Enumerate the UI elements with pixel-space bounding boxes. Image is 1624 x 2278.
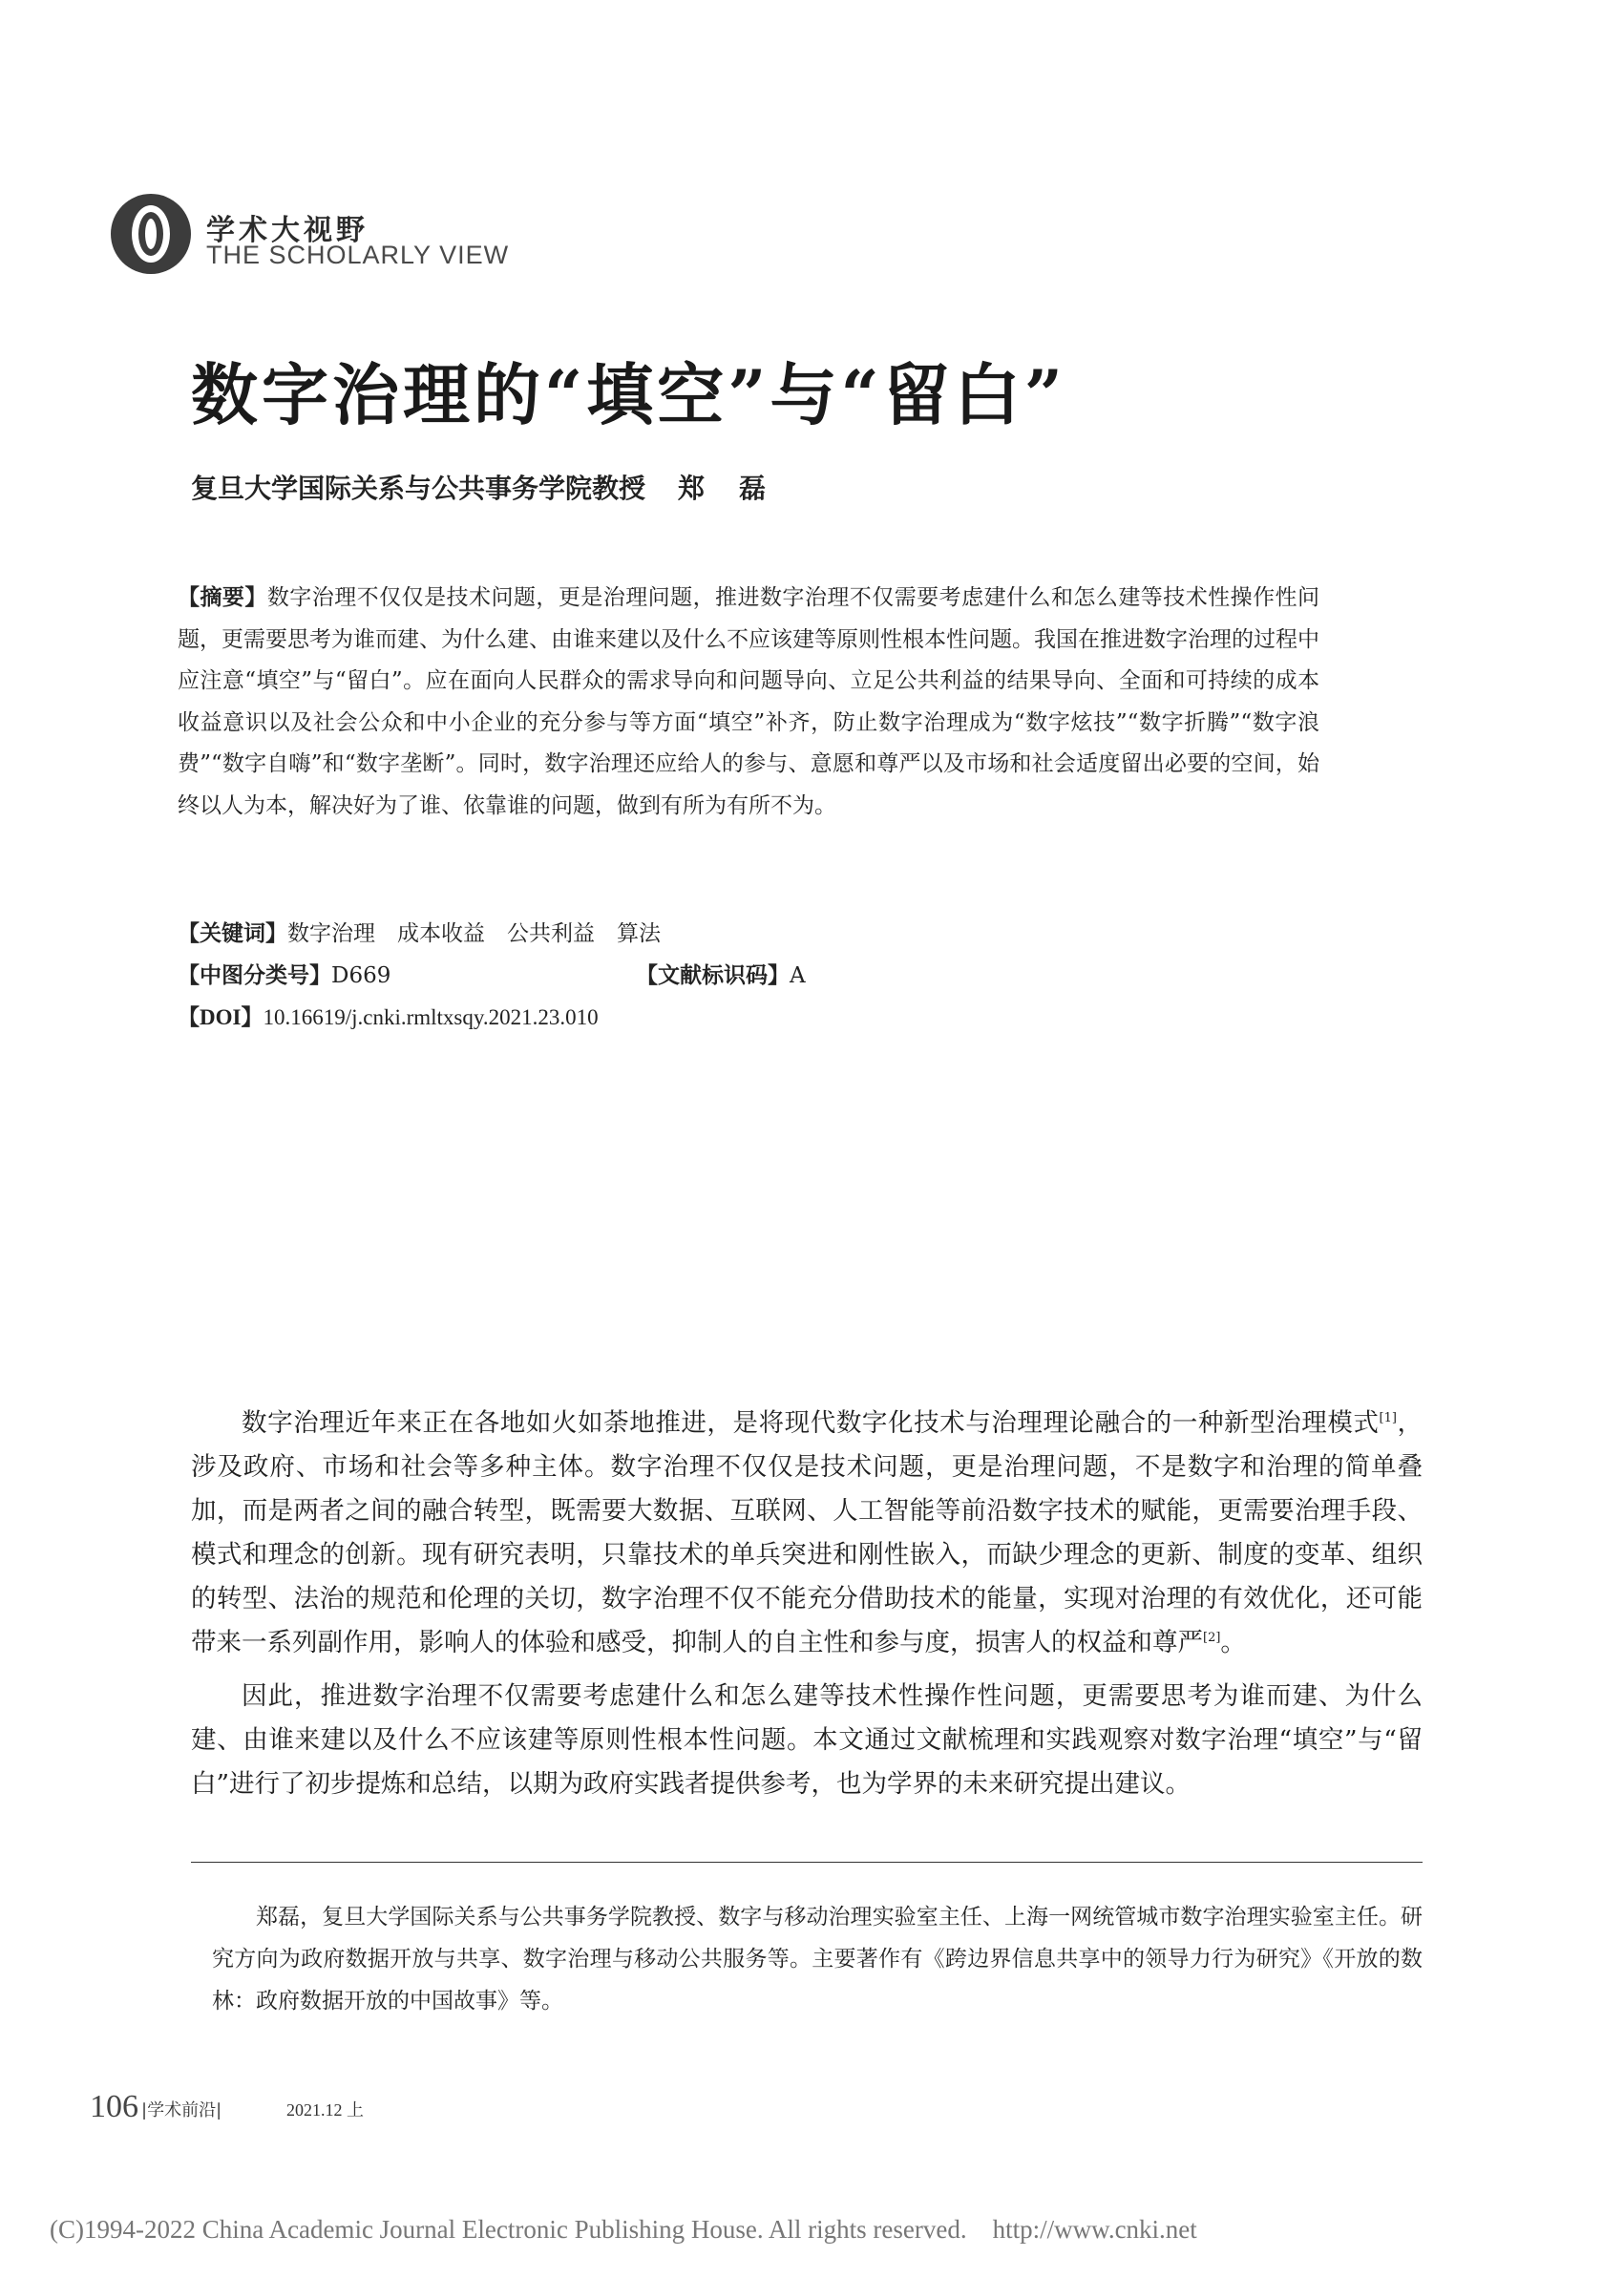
column-title-en: THE SCHOLARLY VIEW (206, 241, 510, 269)
page-number: 106 (90, 2089, 138, 2124)
abstract-tag: 【摘要】 (178, 584, 267, 610)
issue-label: 2021.12 上 (286, 2100, 364, 2120)
keywords-tag: 【关键词】 (178, 920, 287, 946)
keywords: 数字治理 成本收益 公共利益 算法 (287, 921, 661, 946)
abstract-text: 数字治理不仅仅是技术问题，更是治理问题，推进数字治理不仅需要考虑建什么和怎么建等技术性操作性问题，更需要思考为谁而建、为什么建、由谁来建以及什么不应该建等原则性根本性问题。我国在推进数字治理的过程中应注意“填空”与“留白”。应在面向人民群众的需求导向和问题导向、立足公共利益的结果导向、全面和可持续的成本收益意识以及社会公众和中小企业的充分参与等方面“填空”补齐，防止数字治理成为“数字炫技”“数字折腾”“数字浪费”“数字自嗨”和“数字垄断”。同时，数字治理还应给人的参与、意愿和尊严以及市场和社会适度留出必要的空间，始终以人为本，解决好为了谁、依靠谁的问题，做到有所为有所不为。 (178, 585, 1320, 818)
body-paragraph: 因此，推进数字治理不仅需要考虑建什么和怎么建等技术性操作性问题，更需要思考为谁而建、为什么建、由谁来建以及什么不应该建等原则性根本性问题。本文通过文献梳理和实践观察对数字治理“填空”与“留白”进行了初步提炼和总结，以期为政府实践者提供参考，也为学界的未来研究提出建议。 (191, 1681, 1423, 1799)
body-text-segment: ，涉及政府、市场和社会等多种主体。数字治理不仅仅是技术问题，更是治理问题，不是数字和治理的简单叠加，而是两者之间的融合转型，既需要大数据、互联网、人工智能等前沿数字技术的赋能，更需要治理手段、模式和理念的创新。现有研究表明，只靠技术的单兵突进和刚性嵌入，而缺少理念的更新、制度的变革、组织的转型、法治的规范和伦理的关切，数字治理不仅不能充分借助技术的能量，实现对治理的有效优化，还可能带来一系列副作用，影响人的体验和感受，抑制人的自主性和参与度，损害人的权益和尊严 (191, 1408, 1424, 1657)
author-bio-text: 郑磊，复旦大学国际关系与公共事务学院教授、数字与移动治理实验室主任、上海一网统管城市数字治理实验室主任。研究方向为政府数据开放与共享、数字治理与移动公共服务等。主要著作有《跨边界信息共享中的领导力行为研究》《开放的数林：政府数据开放的中国故事》等。 (212, 1905, 1423, 2014)
abstract (178, 577, 1319, 827)
body-paragraph (191, 1402, 1423, 1665)
clc-tag: 【中图分类号】 (178, 962, 331, 988)
doi-link[interactable]: 10.16619/j.cnki.rmltxsqy.2021.23.010 (263, 1005, 599, 1029)
doi-tag: 【DOI】 (178, 1005, 264, 1029)
body-text-segment: 数字治理近年来正在各地如火如荼地推进，是将现代数字化技术与治理理论融合的一种新型治理模式 (242, 1408, 1380, 1438)
keywords-row (178, 915, 661, 953)
copyright-notice: (C)1994-2022 China Academic Journal Electronic Publishing House. All rights reserved. http://www.cnki.net (50, 2215, 1197, 2244)
author-name: 郑磊 (678, 473, 801, 504)
author-bio (212, 1896, 1423, 2022)
document-code-tag: 【文献标识码】 (636, 962, 790, 988)
clc-row (178, 957, 390, 995)
document-code-row (636, 957, 806, 995)
citation-2[interactable]: [2] (1203, 1631, 1221, 1646)
journal-name: |学术前沿| (141, 2100, 222, 2120)
clc-code: D669 (331, 963, 391, 988)
byline (191, 468, 800, 506)
article-body (191, 1402, 1423, 1806)
article-title: 数字治理的“填空”与“留白” (191, 355, 1067, 434)
author-affiliation: 复旦大学国际关系与公共事务学院教授 (191, 473, 646, 504)
footnote-divider (191, 1862, 1423, 1863)
journal-logo (111, 194, 191, 274)
document-code: A (790, 963, 806, 988)
column-title-cn: 学术大视野 (206, 214, 369, 247)
citation-1[interactable]: [1] (1379, 1411, 1397, 1426)
doi-row (178, 999, 599, 1037)
body-text-segment: 。 (1220, 1628, 1246, 1657)
